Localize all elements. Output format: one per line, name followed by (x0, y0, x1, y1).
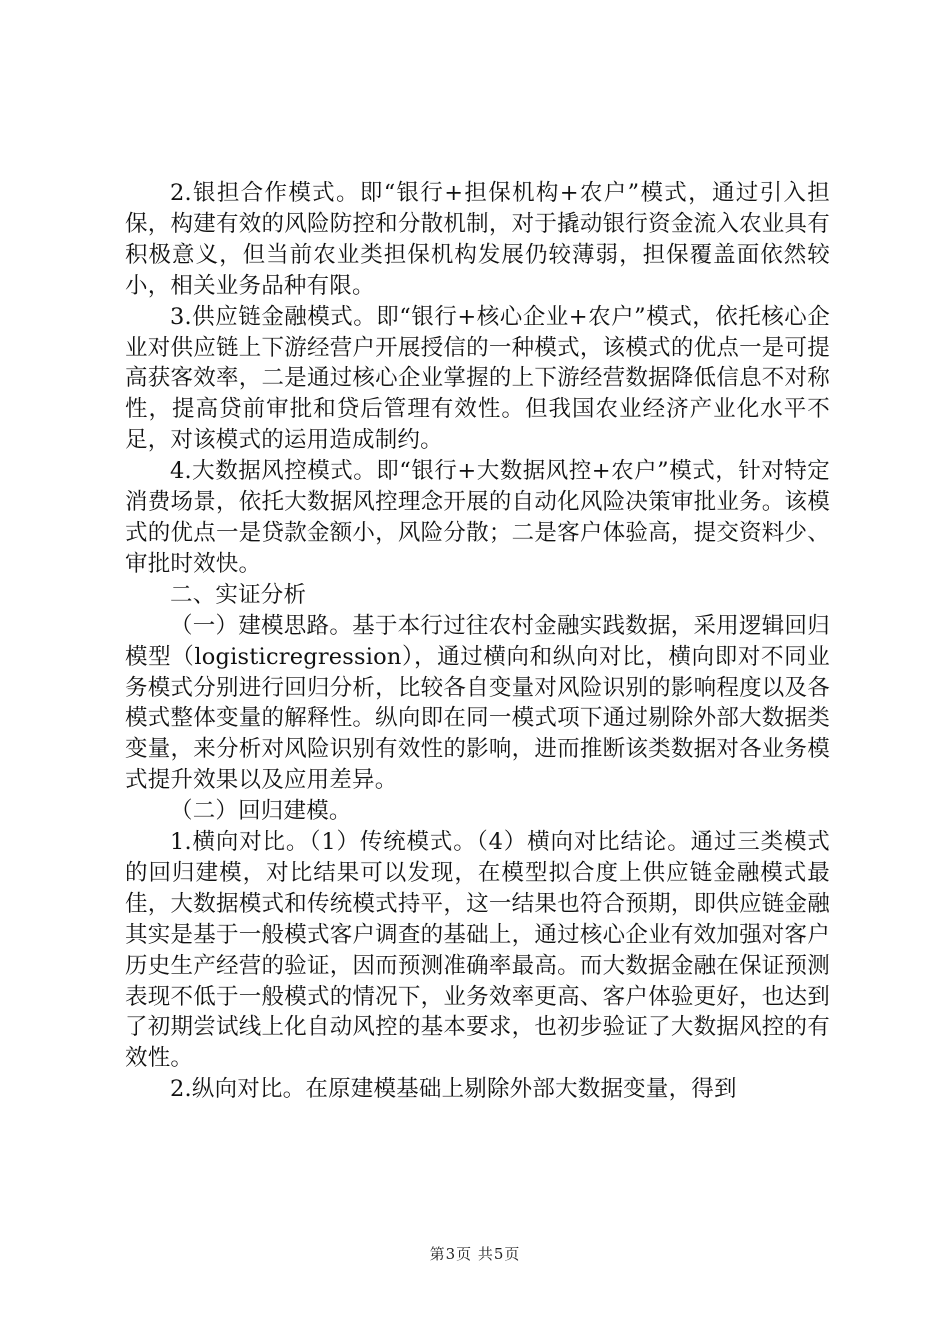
paragraph-big-data-model: 4.大数据风控模式。即“银行+大数据风控+农户”模式，针对特定消费场景，依托大数据风控理念开展的自动化风险决策审批业务。该模式的优点一是贷款金额小，风险分散；二是客户体验高，提交资料少、审批时效快。 (125, 458, 830, 577)
paragraph-bank-guarantee-model: 2.银担合作模式。即“银行+担保机构+农户”模式，通过引入担保，构建有效的风险防控和分散机制，对于撬动银行资金流入农业具有积极意义，但当前农业类担保机构发展仍较薄弱，担保覆盖面依然较小，相关业务品种有限。 (125, 180, 830, 299)
paragraph-horizontal-comparison: 1.横向对比。（1）传统模式。（4）横向对比结论。通过三类模式的回归建模，对比结果可以发现，在模型拟合度上供应链金融模式最佳，大数据模式和传统模式持平，这一结果也符合预期，即供应链金融其实是基于一般模式客户调查的基础上，通过核心企业有效加强对客户历史生产经营的验证，因而预测准确率最高。而大数据金融在保证预测表现不低于一般模式的情况下，业务效率更高、客户体验更好，也达到了初期尝试线上化自动风控的基本要求，也初步验证了大数据风控的有效性。 (125, 829, 830, 1072)
document-body (125, 178, 830, 1105)
paragraph-supply-chain-model: 3.供应链金融模式。即“银行+核心企业+农户”模式，依托核心企业对供应链上下游经营户开展授信的一种模式，该模式的优点一是可提高获客效率，二是通过核心企业掌握的上下游经营数据降低信息不对称性，提高贷前审批和贷后管理有效性。但我国农业经济产业化水平不足，对该模式的运用造成制约。 (125, 303, 830, 454)
paragraph-modeling-approach: （一）建模思路。基于本行过往农村金融实践数据，采用逻辑回归模型（logisticregression），通过横向和纵向对比，横向即对不同业务模式分别进行回归分析，比较各自变量对风险识别的影响程度以及各模式整体变量的解释性。纵向即在同一模式项下通过剔除外部大数据类变量，来分析对风险识别有效性的影响，进而推断该类数据对各业务模式提升效果以及应用差异。 (125, 612, 830, 794)
page-number-footer: 第3页 共5页 (429, 1245, 521, 1263)
section-heading-empirical-analysis: 二、实证分析 (170, 581, 307, 608)
paragraph-vertical-comparison: 2.纵向对比。在原建模基础上剔除外部大数据变量，得到 (170, 1076, 737, 1103)
subsection-heading-regression: （二）回归建模。 (170, 798, 352, 825)
